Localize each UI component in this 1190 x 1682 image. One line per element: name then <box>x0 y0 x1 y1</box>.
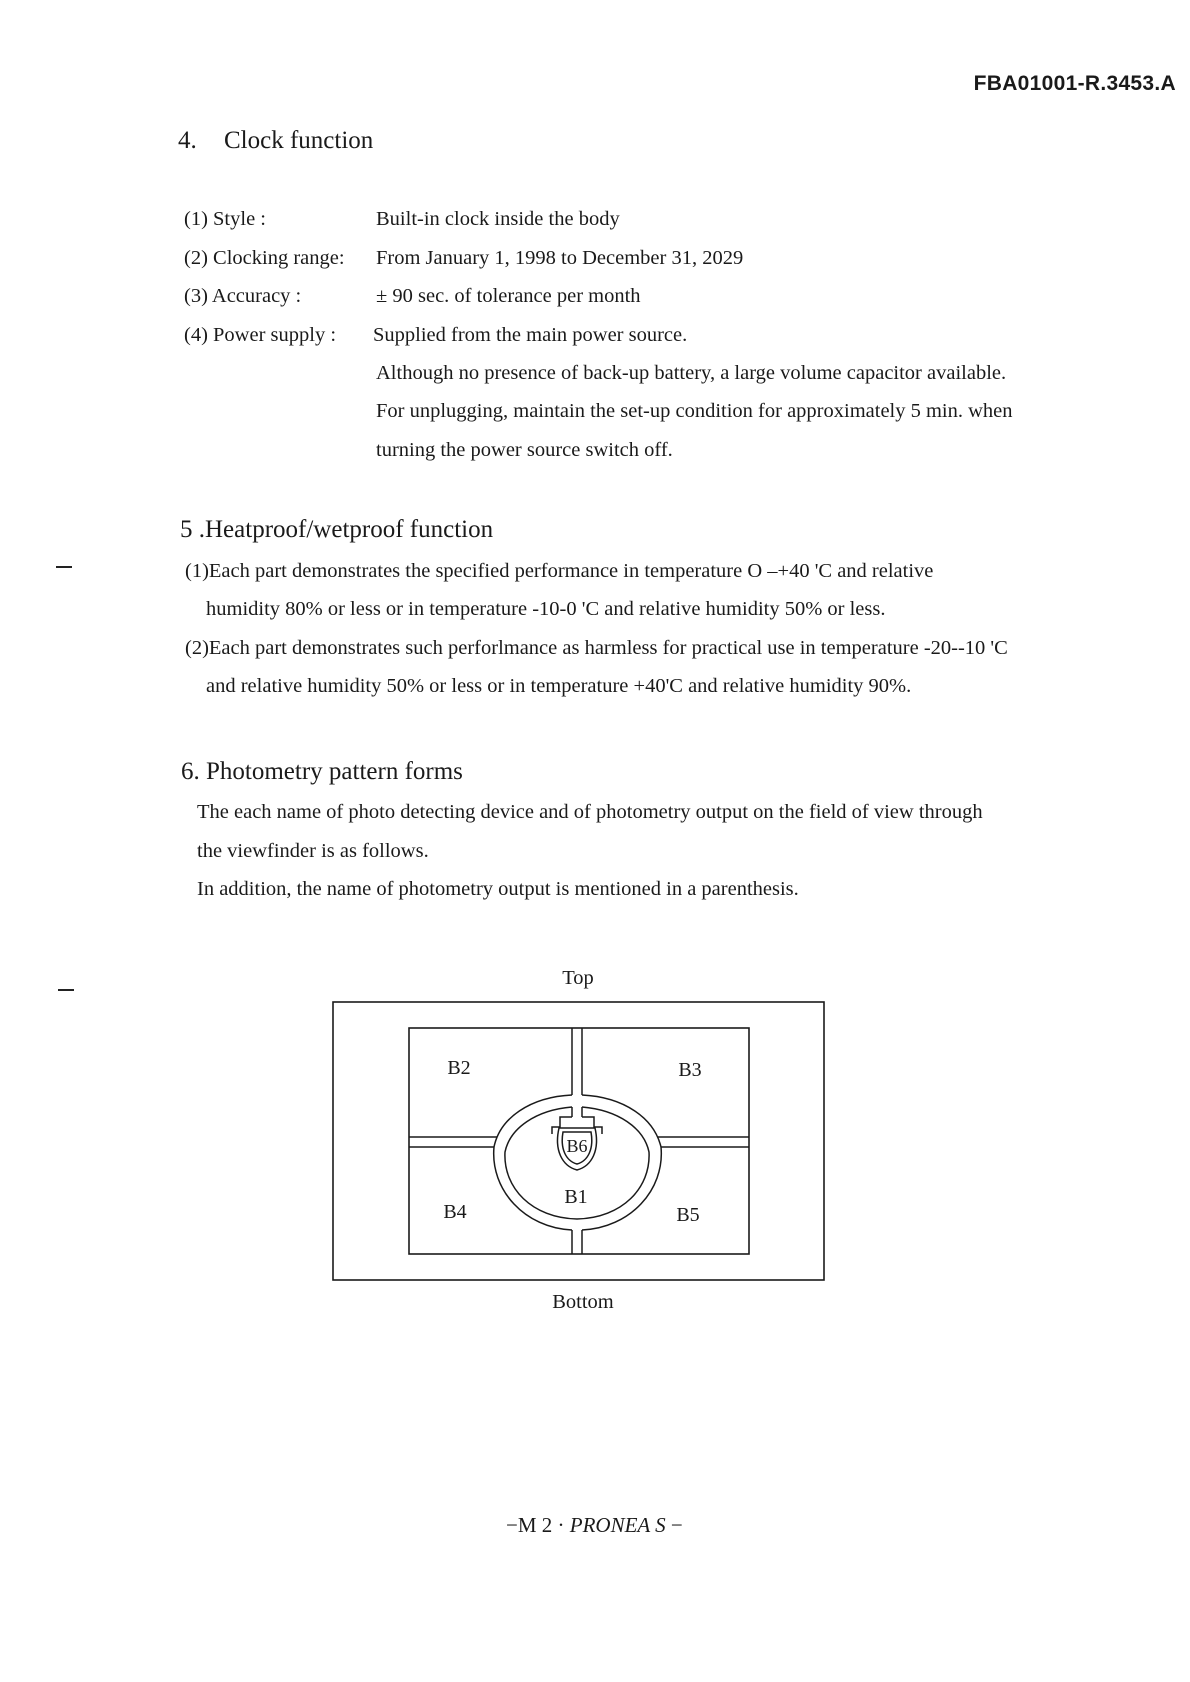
segment-label-b5: B5 <box>676 1204 700 1226</box>
spec-value-style: Built-in clock inside the body <box>376 208 620 230</box>
section5-item2-line2: and relative humidity 50% or less or in temperature +40'C and relative humidity 90%. <box>206 675 912 697</box>
section5-item1-line1: (1)Each part demonstrates the specified performance in temperature O –+40 'C and relative <box>185 560 934 582</box>
power-supply-note-line: For unplugging, maintain the set-up condition for approximately 5 min. when <box>376 400 1013 422</box>
section5-item1-line2: humidity 80% or less or in temperature -10-0 'C and relative humidity 50% or less. <box>206 598 886 620</box>
segment-label-b1: B1 <box>564 1186 588 1208</box>
power-supply-note-line: Although no presence of back-up battery, a large volume capacitor available. <box>376 362 1007 384</box>
footer-prefix: −M 2 · <box>506 1513 570 1537</box>
segment-label-b2: B2 <box>447 1057 471 1079</box>
section5-item2-line1: (2)Each part demonstrates such perforlmance as harmless for practical use in temperature -20--10 'C <box>185 637 1008 659</box>
section4-number: 4. <box>178 127 197 154</box>
page-footer <box>506 1513 683 1538</box>
section6-paragraph-line: In addition, the name of photometry output is mentioned in a parenthesis. <box>197 878 799 900</box>
spec-label-accuracy: (3) Accuracy : <box>184 285 302 307</box>
section4-title: Clock function <box>224 127 374 154</box>
section6-paragraph-line: The each name of photo detecting device and of photometry output on the field of view through <box>197 801 983 823</box>
document-id: FBA01001-R.3453.A <box>973 72 1176 95</box>
segment-label-b6: B6 <box>566 1136 588 1156</box>
spec-value-power-supply: Supplied from the main power source. <box>373 324 688 346</box>
spec-label-style: (1) Style : <box>184 208 266 230</box>
spec-label-clocking-range: (2) Clocking range: <box>184 247 345 269</box>
section6-paragraph-line: the viewfinder is as follows. <box>197 840 429 862</box>
diagram-top-label: Top <box>562 967 594 989</box>
spec-label-power-supply: (4) Power supply : <box>184 324 337 346</box>
segment-label-b4: B4 <box>443 1201 467 1223</box>
power-supply-note-line: turning the power source switch off. <box>376 439 673 461</box>
footer-suffix: − <box>665 1513 683 1537</box>
spec-value-clocking-range: From January 1, 1998 to December 31, 2029 <box>376 247 744 269</box>
section5-title: 5 .Heatproof/wetproof function <box>180 516 494 543</box>
section6-title: 6. Photometry pattern forms <box>181 758 463 785</box>
diagram-bottom-label: Bottom <box>552 1291 614 1313</box>
spec-value-accuracy: ± 90 sec. of tolerance per month <box>376 285 641 307</box>
segment-label-b3: B3 <box>678 1059 702 1081</box>
footer-model: PRONEA S <box>569 1513 666 1537</box>
